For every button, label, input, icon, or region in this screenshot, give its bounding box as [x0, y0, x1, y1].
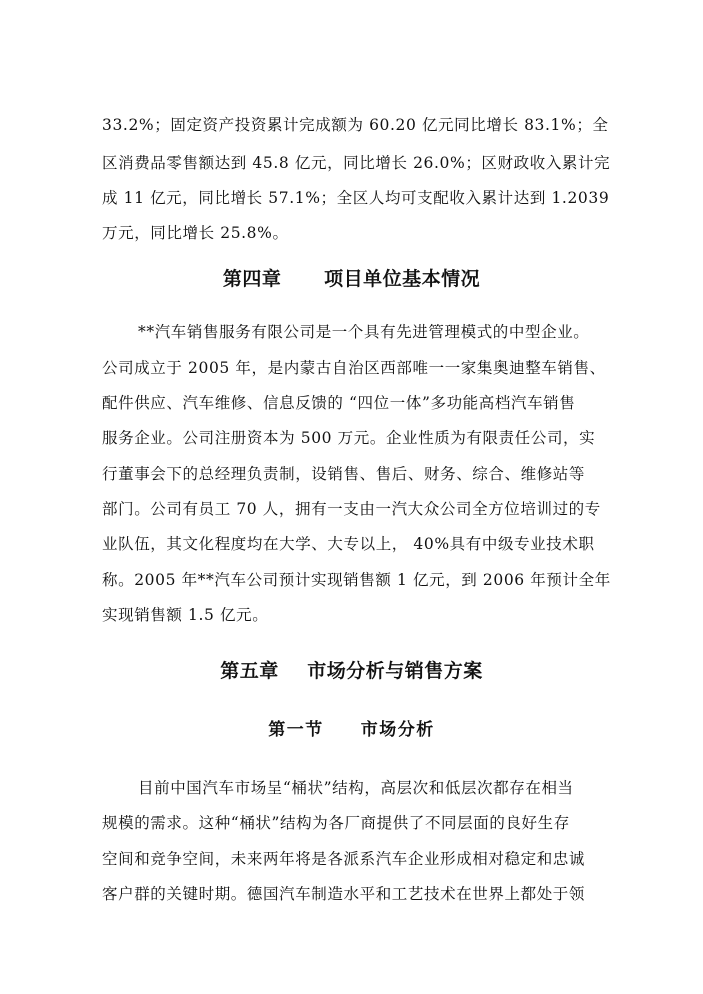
chapter-4-title: 第四章 项目单位基本情况 [222, 268, 481, 290]
chapter-4-line-5: 行董事会下的总经理负责制，设销售、售后、财务、综合、维修站等 [102, 465, 586, 483]
chapter-4-line-7: 业队伍，其文化程度均在大学、大专以上， 40%具有中级专业技术职 [102, 535, 595, 553]
intro-line-1: 33.2%；固定资产投资累计完成额为 60.20 亿元同比增长 83.1%；全 [102, 116, 609, 134]
chapter-4-line-2: 公司成立于 2005 年，是内蒙古自治区西部唯一一家集奥迪整车销售、 [102, 359, 606, 377]
chapter-4-line-1: **汽车销售服务有限公司是一个具有先进管理模式的中型企业。 [138, 323, 590, 341]
section-1-line-3: 空间和竞争空间，未来两年将是各派系汽车企业形成相对稳定和忠诚 [102, 850, 586, 868]
intro-line-2: 区消费品零售额达到 45.8 亿元，同比增长 26.0%；区财政收入累计完 [102, 154, 611, 172]
section-1-title: 第一节 市场分析 [268, 720, 435, 740]
intro-line-4: 万元，同比增长 25.8%。 [102, 224, 289, 242]
section-1-line-1: 目前中国汽车市场呈“桶状”结构，高层次和低层次都存在相当 [138, 779, 574, 797]
chapter-4-line-3: 配件供应、汽车维修、信息反馈的 “四位一体”多功能高档汽车销售 [102, 394, 576, 412]
chapter-4-line-9: 实现销售额 1.5 亿元。 [102, 606, 269, 624]
chapter-4-line-6: 部门。公司有员工 70 人，拥有一支由一汽大众公司全方位培训过的专 [102, 500, 601, 518]
intro-line-3: 成 11 亿元，同比增长 57.1%；全区人均可支配收入累计达到 1.2039 [102, 189, 610, 207]
chapter-4-line-8: 称。2005 年**汽车公司预计实现销售额 1 亿元，到 2006 年预计全年 [102, 571, 611, 589]
chapter-4-line-4: 服务企业。公司注册资本为 500 万元。企业性质为有限责任公司，实 [102, 429, 596, 447]
section-1-line-2: 规模的需求。这种“桶状”结构为各厂商提供了不同层面的良好生存 [102, 814, 570, 832]
chapter-5-title: 第五章 市场分析与销售方案 [220, 660, 483, 682]
section-1-line-4: 客户群的关键时期。德国汽车制造水平和工艺技术在世界上都处于领 [102, 885, 586, 903]
